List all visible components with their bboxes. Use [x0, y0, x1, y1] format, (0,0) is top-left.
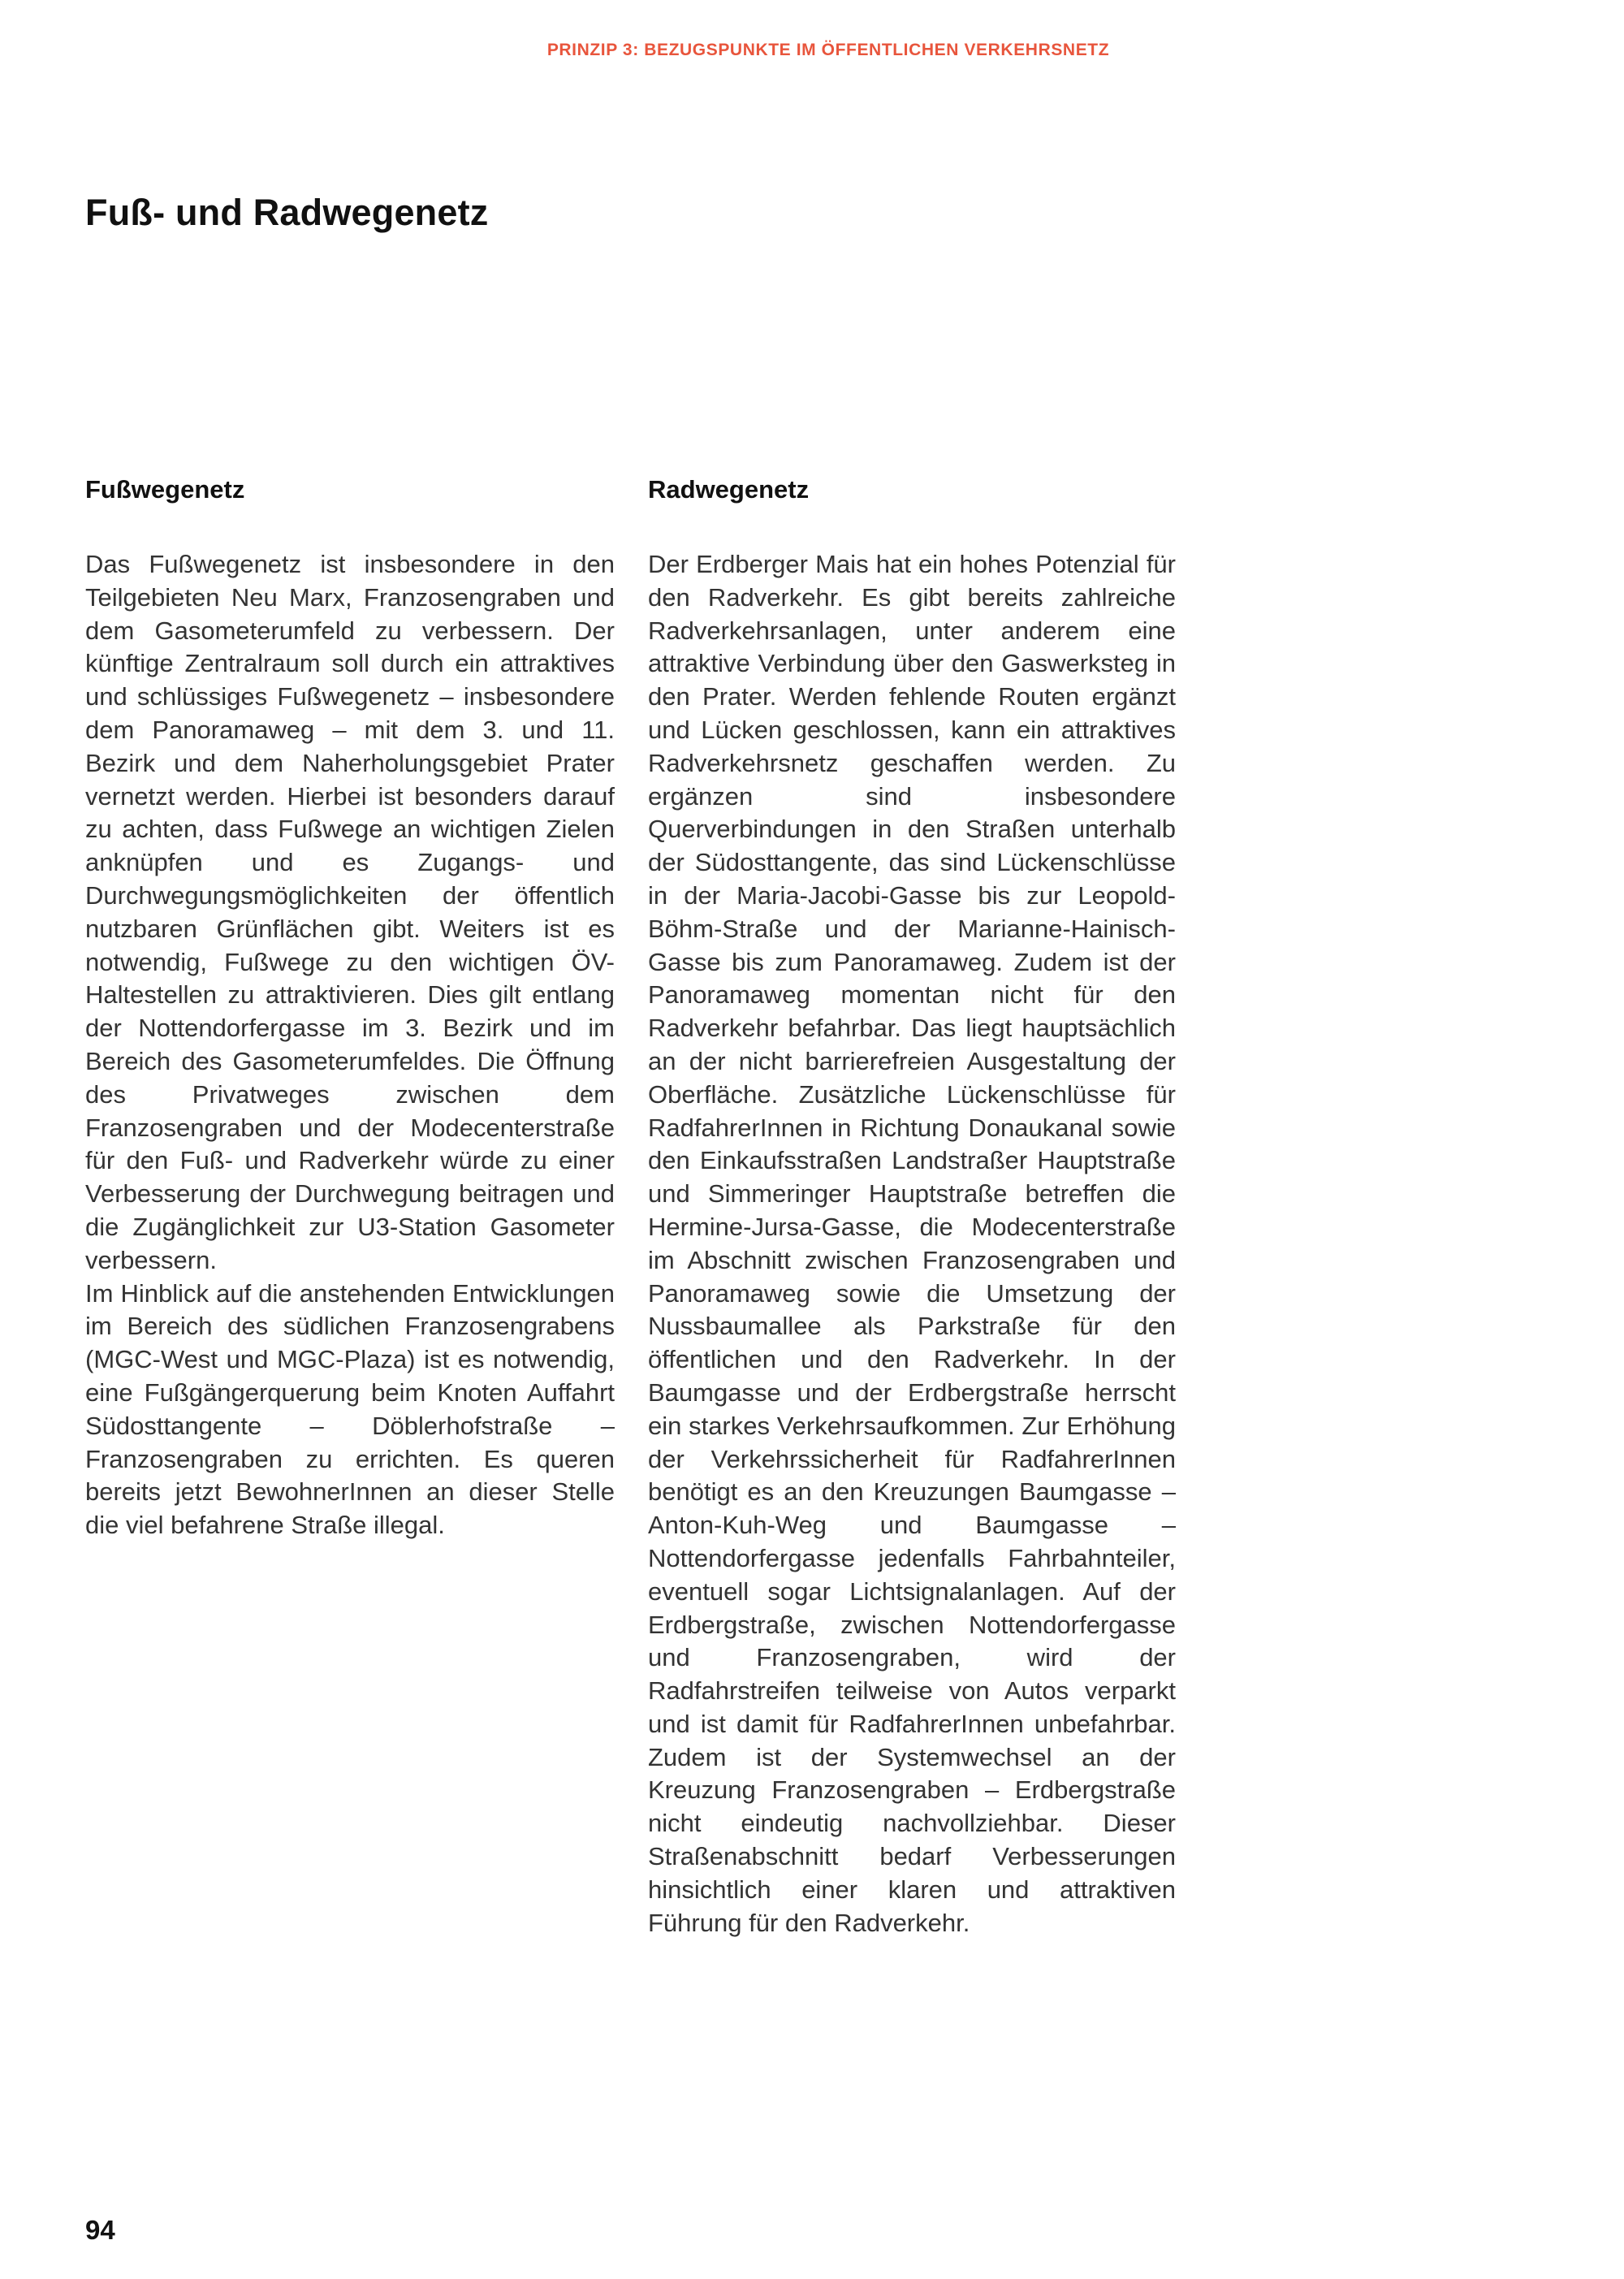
section-body-radwegenetz — [648, 548, 1176, 1940]
paragraph: Der Erdberger Mais hat ein hohes Potenzial für den Radverkehr. Es gibt bereits zahlreiche Radverkehrsanlagen, unter anderem eine attraktive Verbindung über den Gaswerksteg in den Prater. Werden fehlende Routen ergänzt und Lücken geschlossen, kann ein attraktives Radverkehrsnetz geschaffen werden. Zu ergänzen sind insbesondere Querverbindungen in den Straßen unterhalb der Südosttangente, das sind Lückenschlüsse in der Maria-Jacobi-Gasse bis zur Leopold-Böhm-Straße und der Marianne-Hainisch-Gasse bis zum Panoramaweg. Zudem ist der Panoramaweg momentan nicht für den Radverkehr befahrbar. Das liegt hauptsächlich an der nicht barrierefreien Ausgestaltung der Oberfläche. Zusätzliche Lückenschlüsse für RadfahrerInnen in Richtung Donaukanal sowie den Einkaufsstraßen Landstraßer Hauptstraße und Simmeringer Hauptstraße betreffen die Hermine-Jursa-Gasse, die Modecenterstraße im Abschnitt zwischen Franzosengraben und Panoramaweg sowie die Umsetzung der Nussbaumallee als Parkstraße für den öffentlichen und den Radverkehr. In der Baumgasse und der Erdbergstraße herrscht ein starkes Verkehrsaufkommen. Zur Erhöhung der Verkehrssicherheit für RadfahrerInnen benötigt es an den Kreuzungen Baumgasse – Anton-Kuh-Weg und Baumgasse – Nottendorfergasse jedenfalls Fahrbahnteiler, eventuell sogar Lichtsignalanlagen. Auf der Erdbergstraße, zwischen Nottendorfergasse und Franzosengraben, wird der Radfahrstreifen teilweise von Autos verparkt und ist damit für RadfahrerInnen unbefahrbar. Zudem ist der Systemwechsel an der Kreuzung Franzosengraben – Erdbergstraße nicht eindeutig nachvollziehbar. Dieser Straßenabschnitt bedarf Verbesserungen hinsichtlich einer klaren und attraktiven Führung für den Radverkehr. — [648, 550, 1176, 1937]
page-title: Fuß- und Radwegenetz — [85, 192, 489, 233]
section-heading-radwegenetz: Radwegenetz — [648, 475, 810, 504]
section-radwegenetz — [648, 467, 1176, 1940]
section-body-fusswegenetz — [85, 548, 615, 1542]
paragraph: Im Hinblick auf die anstehenden Entwicklungen im Bereich des südlichen Franzosengrabens (MGC-West und MGC-Plaza) ist es notwendig, eine Fußgängerquerung beim Knoten Auffahrt Südosttangente – Döblerhofstraße – Franzosengraben zu errichten. Es queren bereits jetzt BewohnerInnen an dieser Stelle die viel befahrene Straße illegal. — [85, 1278, 615, 1540]
section-heading-fusswegenetz: Fußwegenetz — [85, 475, 245, 504]
running-header: PRINZIP 3: BEZUGSPUNKTE IM ÖFFENTLICHEN VERKEHRSNETZ — [546, 41, 1110, 59]
page-number: 94 — [85, 2215, 115, 2245]
section-fusswegenetz — [85, 467, 615, 1542]
paragraph: Das Fußwegenetz ist insbesondere in den Teilgebieten Neu Marx, Franzosengraben und dem Gasometerumfeld zu verbessern. Der künftige Zentralraum soll durch ein attraktives und schlüssiges Fußwegenetz – insbesondere dem Panoramaweg – mit dem 3. und 11. Bezirk und dem Naherholungsgebiet Prater vernetzt werden. Hierbei ist besonders darauf zu achten, dass Fußwege an wichtigen Zielen anknüpfen und es Zugangs- und Durchwegungsmöglichkeiten der öffentlich nutzbaren Grünflächen gibt. Weiters ist es notwendig, Fußwege zu den wichtigen ÖV-Haltestellen zu attraktivieren. Dies gilt entlang der Nottendorfergasse im 3. Bezirk und im Bereich des Gasometerumfeldes. Die Öffnung des Privatweges zwischen dem Franzosengraben und der Modecenterstraße für den Fuß- und Radverkehr würde zu einer Verbesserung der Durchwegung beitragen und die Zugänglichkeit zur U3-Station Gasometer verbessern. — [85, 550, 615, 1274]
